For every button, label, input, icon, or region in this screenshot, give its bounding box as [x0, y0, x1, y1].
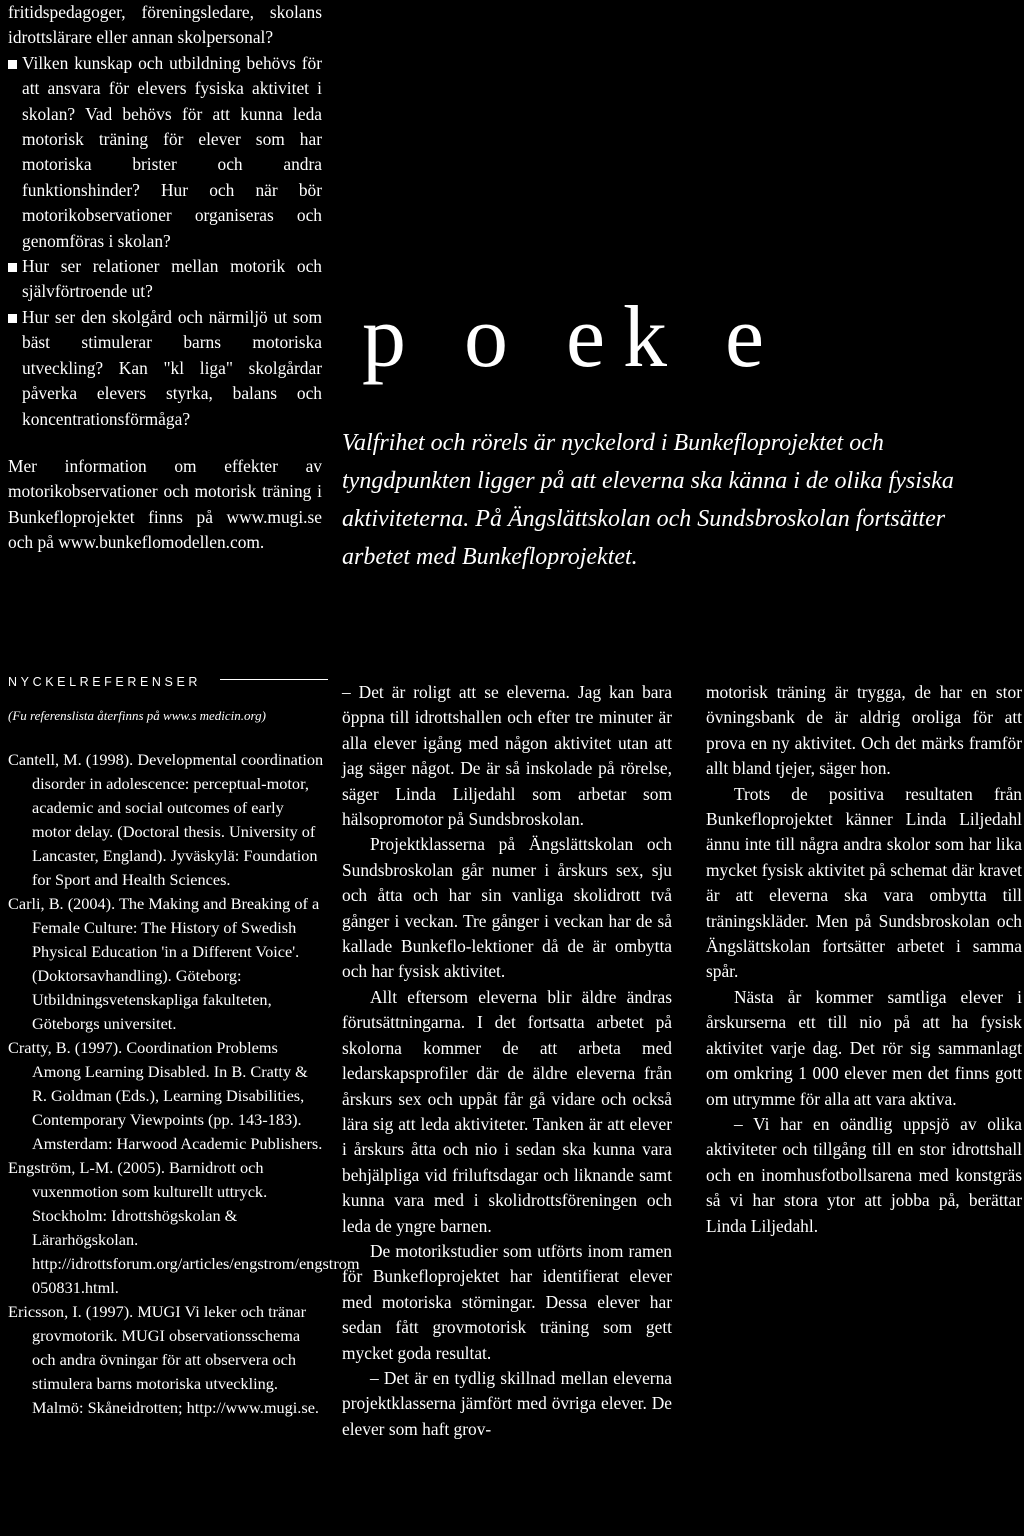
- question-text: Hur ser den skolgård och närmiljö ut som bäst stimulerar barns motoriska utveckling? Kan "kl liga" skolgårdar påverka elevers styrka, balans och koncentrationsförmåga?: [22, 306, 322, 429]
- body-column-middle: [342, 680, 672, 1442]
- question-text: Vilken kunskap och utbildning behövs för att ansvara för elevers fysiska aktivitet i skolan? Vad behövs för att kunna leda motorisk träning för elever som har motoriska brister och andra funktionshinder? Hur och när bör motorikobservationer organiseras och genomföras i skolan?: [22, 52, 322, 251]
- square-bullet-icon: [8, 314, 17, 323]
- body-paragraph: Allt eftersom eleverna blir äldre ändras förutsättningarna. I det fortsatta arbetet på skolorna kommer de att arbeta med ledarskapsprofiler där de äldre eleverna från årskurs sex och uppåt får gå vidare och också lära sig att leda aktiviteter. Tanken är att elever i årskurs åtta och nio i sedan ska kunna vara behjälpliga vid friluftsdagar och liknande samt kunna vara med i skolidrottsföreningen och leda de yngre barnen.: [342, 986, 672, 1236]
- more-info-text: Mer information om effekter av motorikobservationer och motorisk träning i Bunkefloprojektet finns på www.mugi.se och på www.bunkeflomodellen.com.: [8, 455, 322, 553]
- question-item: [8, 254, 322, 305]
- reference-item: Ericsson, I. (1997). MUGI Vi leker och tränar grovmotorik. MUGI observationsschema och andra övningar för att observera och stimulera barns motoriska utveckling. Malmö: Skåneidrotten; http://www.mugi.se.: [8, 1302, 320, 1417]
- reference-item: Cantell, M. (1998). Developmental coordination disorder in adolescence: perceptual-motor, academic and social outcomes of early motor delay. (Doctoral thesis. University of Lancaster, England). Jyväskylä: Foundation for Sport and Health Sciences.: [8, 750, 324, 889]
- references-section: [8, 668, 360, 1420]
- divider: [220, 679, 328, 680]
- article-lead: Valfrihet och rörels är nyckelord i Bunkefloprojektet och tyngdpunkten ligger på att eleverna ska känna i de olika fysiska aktiviteterna. På Ängslättskolan och Sundsbroskolan fortsätter arbetet med Bunkefloprojektet.: [342, 430, 954, 570]
- question-text: Hur ser relationer mellan motorik och självförtroende ut?: [22, 256, 322, 302]
- body-paragraph: De motorikstudier som utförts inom ramen för Bunkefloprojektet har identifierat elever med motoriska störningar. Dessa elever har sedan fått grovmotorisk träning som gett mycket goda resultat.: [342, 1240, 672, 1363]
- body-column-right: [706, 680, 1022, 1239]
- references-note: (Fu referenslista återfinns på www.s medicin.org): [8, 708, 266, 723]
- intro-text: fritidspedagoger, föreningsledare, skolans idrottslärare eller annan skolpersonal?: [8, 2, 322, 48]
- reference-item: Engström, L-M. (2005). Barnidrott och vuxenmotion som kulturellt uttryck. Stockholm: Idrottshögskolan & Lärarhögskolan. http://idrottsforum.org/articles/engstrom/engstrom 050831.html.: [8, 1158, 360, 1297]
- body-paragraph: motorisk träning är trygga, de har en stor övningsbank de är aldrig oroliga för att prova en ny aktivitet. Och det märks framför allt bland tjejer, säger hon.: [706, 682, 1022, 779]
- references-header: [8, 668, 326, 690]
- square-bullet-icon: [8, 60, 17, 69]
- body-paragraph: – Det är en tydlig skillnad mellan eleverna projektklasserna jämfört med övriga elever. De elever som haft grov-: [342, 1367, 672, 1439]
- square-bullet-icon: [8, 263, 17, 272]
- body-paragraph: – Det är roligt att se eleverna. Jag kan bara öppna till idrottshallen och efter tre minuter är alla elever igång med någon aktivitet utan att jag säger något. De är så inskolade på rörelse, säger Linda Liljedahl som arbetar som hälsopromotor på Sundsbroskolan.: [342, 682, 672, 830]
- body-paragraph: Nästa år kommer samtliga elever i årskurserna ett till nio på att ha fysisk aktivitet varje dag. Det rör sig sammanlagt om omkring 1 000 elever men det finns gott om utrymme för alla att vara aktiva.: [706, 986, 1022, 1109]
- body-paragraph: – Vi har en oändlig uppsjö av olika aktiviteter och tillgång till en stor idrottshall och en inomhusfotbollsarena med konstgräs så vi har stora ytor att jobba på, berättar Linda Liljedahl.: [706, 1113, 1022, 1236]
- reference-item: Carli, B. (2004). The Making and Breaking of a Female Culture: The History of Swedish Physical Education 'in a Different Voice'. (Doktorsavhandling). Göteborg: Utbildningsvetenskapliga fakulteten, Göteborgs universitet.: [8, 894, 320, 1033]
- article-headline: p o ek e: [362, 289, 783, 386]
- reference-item: Cratty, B. (1997). Coordination Problems Among Learning Disabled. In B. Cratty & R. Goldman (Eds.), Learning Disabilities, Contemporary Viewpoints (pp. 143-183). Amsterdam: Harwood Academic Publishers.: [8, 1038, 323, 1153]
- question-item: [8, 305, 322, 432]
- question-item: [8, 51, 322, 254]
- body-paragraph: Trots de positiva resultaten från Bunkefloprojektet känner Linda Liljedahl ännu inte till några andra skolor som har lika mycket fysisk aktivitet på schemat där kravet är att eleverna ska vara ombytta till träningskläder. Men på Sundsbroskolan och Ängslättskolan fortsätter arbetet i samma spår.: [706, 783, 1022, 982]
- questions-column: [8, 0, 322, 556]
- body-paragraph: Projektklasserna på Ängslättskolan och Sundsbroskolan går numer i årskurs sex, sju och åtta och har sin vanliga skolidrott två gånger i veckan. Tre gånger i veckan har de så kallade Bunkeflo-lektioner då de är ombytta och har fysisk aktivitet.: [342, 834, 672, 982]
- references-heading: NYCKELREFERENSER: [8, 675, 202, 689]
